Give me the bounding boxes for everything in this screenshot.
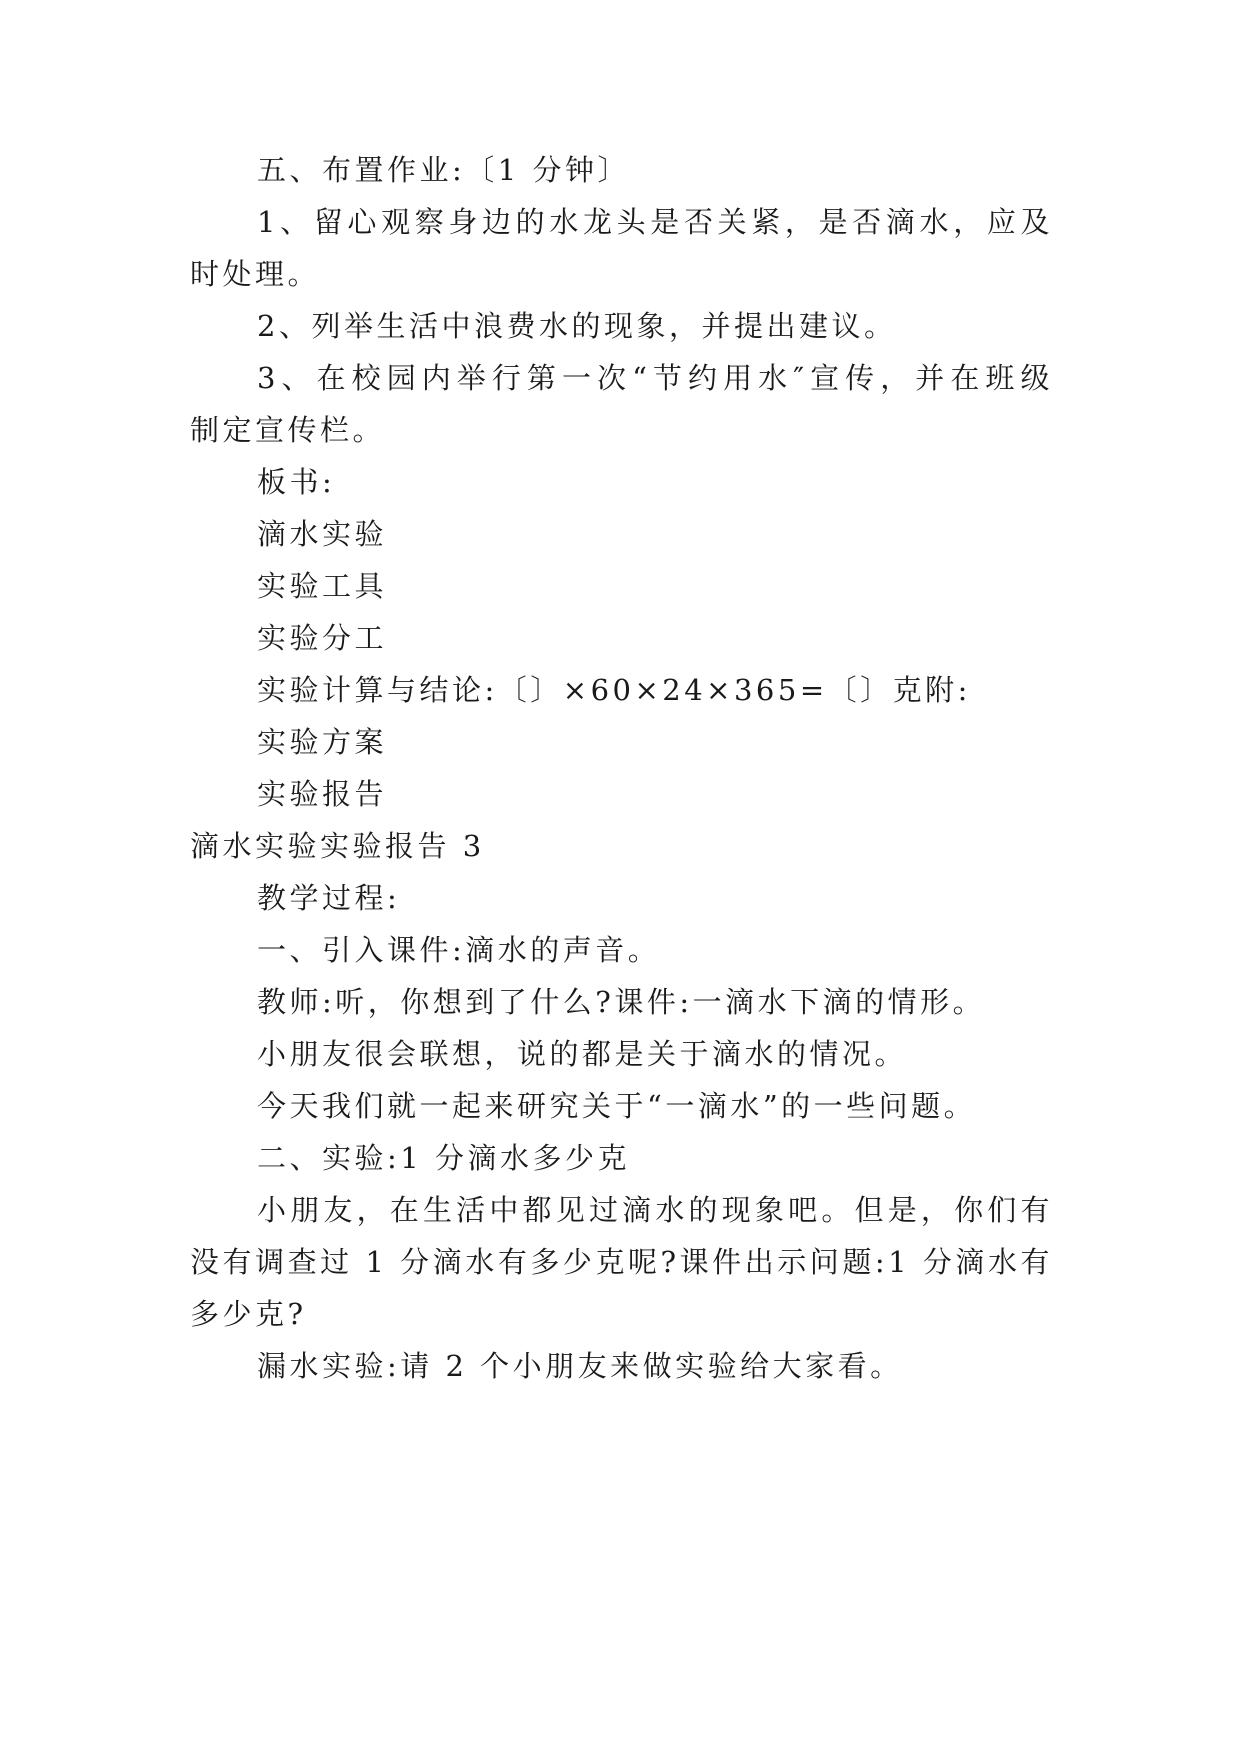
homework-item-3-line-2: 制定宣传栏。	[190, 413, 386, 447]
leak-experiment: 漏水实验:请 2 个小朋友来做实验给大家看。	[257, 1349, 903, 1383]
appendix-report: 实验报告	[257, 777, 388, 811]
blackboard-item-tools: 实验工具	[257, 569, 388, 603]
experiment-paragraph-line-1: 小朋友，在生活中都见过滴水的现象吧。但是，你们有	[257, 1193, 1053, 1227]
teaching-process-heading: 教学过程:	[257, 881, 401, 915]
teacher-question: 教师:听，你想到了什么?课件:一滴水下滴的情形。	[257, 985, 986, 1019]
homework-item-3-line-1: 3、在校园内举行第一次“节约用水″宣传，并在班级	[257, 361, 1053, 395]
children-association: 小朋友很会联想，说的都是关于滴水的情况。	[257, 1037, 908, 1071]
section-title-report-3: 滴水实验实验报告 3	[190, 829, 485, 863]
homework-item-1-line-1: 1、留心观察身边的水龙头是否关紧，是否滴水，应及	[257, 205, 1053, 239]
step-2-experiment: 二、实验:1 分滴水多少克	[257, 1141, 630, 1175]
today-topic: 今天我们就一起来研究关于“一滴水”的一些问题。	[257, 1089, 977, 1123]
homework-heading: 五、布置作业:〔1 分钟〕	[257, 153, 630, 187]
blackboard-item-experiment: 滴水实验	[257, 517, 388, 551]
appendix-plan: 实验方案	[257, 725, 388, 759]
homework-item-2: 2、列举生活中浪费水的现象，并提出建议。	[257, 309, 897, 343]
blackboard-heading: 板书:	[257, 465, 336, 499]
experiment-paragraph-line-3: 多少克?	[190, 1297, 307, 1331]
blackboard-item-division: 实验分工	[257, 621, 388, 655]
blackboard-item-calculation: 实验计算与结论:〔〕×60×24×365=〔〕克附:	[257, 673, 971, 707]
step-1-intro: 一、引入课件:滴水的声音。	[257, 933, 661, 967]
homework-item-1-line-2: 时处理。	[190, 257, 321, 291]
experiment-paragraph-line-2: 没有调查过 1 分滴水有多少克呢?课件出示问题:1 分滴水有	[190, 1245, 1053, 1279]
